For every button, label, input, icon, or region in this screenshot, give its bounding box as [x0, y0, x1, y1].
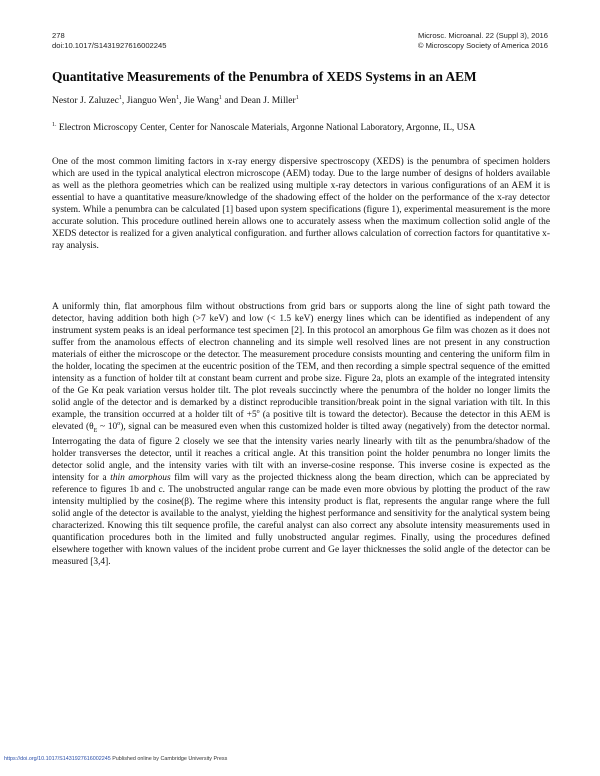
affiliation-text: Electron Microscopy Center, Center for Nanoscale Materials, Argonne National Laboratory, Argonne, IL, USA	[56, 123, 476, 133]
running-header-left	[52, 31, 166, 50]
paragraph-text: ), signal can be measured even when this customized holder is tilted away (negatively) from the detector normal. Interrogating the data of figure 2 closely we see that the intensity varies nearly linearly with tilt as the penumbra/shadow of the holder transverses the detector, until it reaches a critical angle. At this transition point the holder penumbra no longer limits the detector solid angle, and the intensity varies with tilt with an inverse-cosine response. This inverse cosine is expected as the intensity for a	[52, 421, 550, 484]
paper-title: Quantitative Measurements of the Penumbra of XEDS Systems in an AEM	[52, 69, 477, 84]
affiliation-mark: 1.	[52, 121, 57, 128]
author-name: Dean J. Miller	[240, 95, 296, 106]
paragraph-text: ~ 10	[97, 421, 118, 432]
body-paragraph-2	[52, 302, 550, 569]
paragraph-text: A uniformly thin, flat amorphous film without obstructions from grid bars or supports along the line of sight path toward the detector, having addition both high (>7 keV) and low (< 1.5 keV) energy lines which can be identified as independent of any instrument system peaks is an ideal performance test specimen [2]. In this protocol an amorphous Ge film was chozen as it does not suffer from the anamolous effects of electron channeling and its simple well resolved lines are not present in any construction materials of either the microscope or the detector. The measurement procedure consists mounting and centering the uniform film in the holder, locating the specimen at the eucentric position of the TEM, and then recording a simple spectral sequence of the emitted intensity as a function of holder tilt at constant beam current and probe size. Figure 2a, plots an example of the integrated intensity of the Ge Kα peak variation versus holder tilt. The plot reveals succinctly where the penumbra of the holder no longer limits the solid angle of the detector and is demarked by a distinct reproducible transition/break point in the signal variation with tilt. In this example, the transition occurred at a holder tilt of +5	[52, 302, 550, 420]
degree-mark: o	[117, 420, 121, 427]
doi-header: doi:10.1017/S1431927616002245	[52, 40, 167, 50]
journal-citation: Microsc. Microanal. 22 (Suppl 3), 2016	[418, 31, 548, 40]
author-name: Jie Wang	[183, 95, 219, 106]
author-affiliation-mark: 1	[295, 94, 299, 101]
author-affiliation-mark: 1	[176, 94, 180, 101]
copyright-line: © Microscopy Society of America 2016	[417, 40, 548, 50]
doi-link[interactable]: https://doi.org/10.1017/S1431927616002245	[4, 756, 111, 762]
published-online-text: Published online by Cambridge University Press	[110, 756, 228, 762]
footer	[4, 756, 227, 762]
author-name: Nestor J. Zaluzec	[52, 95, 119, 106]
degree-mark: o	[256, 408, 260, 415]
page-number: 278	[52, 31, 65, 40]
author-separator: and	[221, 95, 241, 106]
author-list	[52, 95, 552, 106]
author-name: Jianguo Wen	[126, 95, 177, 106]
author-affiliation-mark: 1	[218, 94, 222, 101]
author-separator: ,	[179, 95, 184, 106]
emphasis-text: thin amorphous	[110, 473, 171, 484]
paragraph-text: film will vary as the projected thickness along the beam direction, which can be appreciated by reference to figures 1b and c. The unobstructed angular range can be made even more obvious by plotting the product of the raw intensity multiplied by the cosine(β). The regime where this intensity product is flat, represents the angular range where the full solid angle of the detector is available to the analyst, yielding the highest performance and sensitivity for the analytical system being characterized. Knowing this tilt sequence profile, the careful analyst can also correct any absolute intensity measurements used in quantification procedures both in the limited and fully unobstructed angular regimes. Finally, using the procedures defined elsewhere together with known values of the incident probe current and Ge layer thicknesses the solid angle of the detector can be measured [3,4].	[52, 473, 550, 567]
subscript-e: E	[93, 427, 98, 434]
running-header-right	[418, 31, 548, 50]
author-affiliation-mark: 1	[118, 94, 122, 101]
affiliation	[52, 122, 550, 135]
paragraph-text: (a positive tilt is toward the detector). Because the detector in this AEM is elevated (θ	[52, 409, 550, 432]
body-paragraph-1: One of the most common limiting factors in x-ray energy dispersive spectroscopy (XEDS) is the penumbra of specimen holders which are used in the typical analytical electron microscope (AEM) today. Due to the large number of designs of holders available as well as the plethora geometries which can be realized using multiple x-ray detectors in various configurations of an AEM it is essential to have a quantitative measure/knowledge of the shadowing effect of the holder on the performance of the x-ray detector system. While a penumbra can be calculated [1] based upon system specifications (figure 1), experimental measurement is the more accurate solution. This procedure outlined herein allows one to accurately assess when the maximum collection solid angle of the XEDS detector is realized for a given analytical configuration. and further allows calculation of correction factors for quantitative x-ray analysis.	[52, 157, 550, 251]
author-separator: ,	[121, 95, 127, 106]
